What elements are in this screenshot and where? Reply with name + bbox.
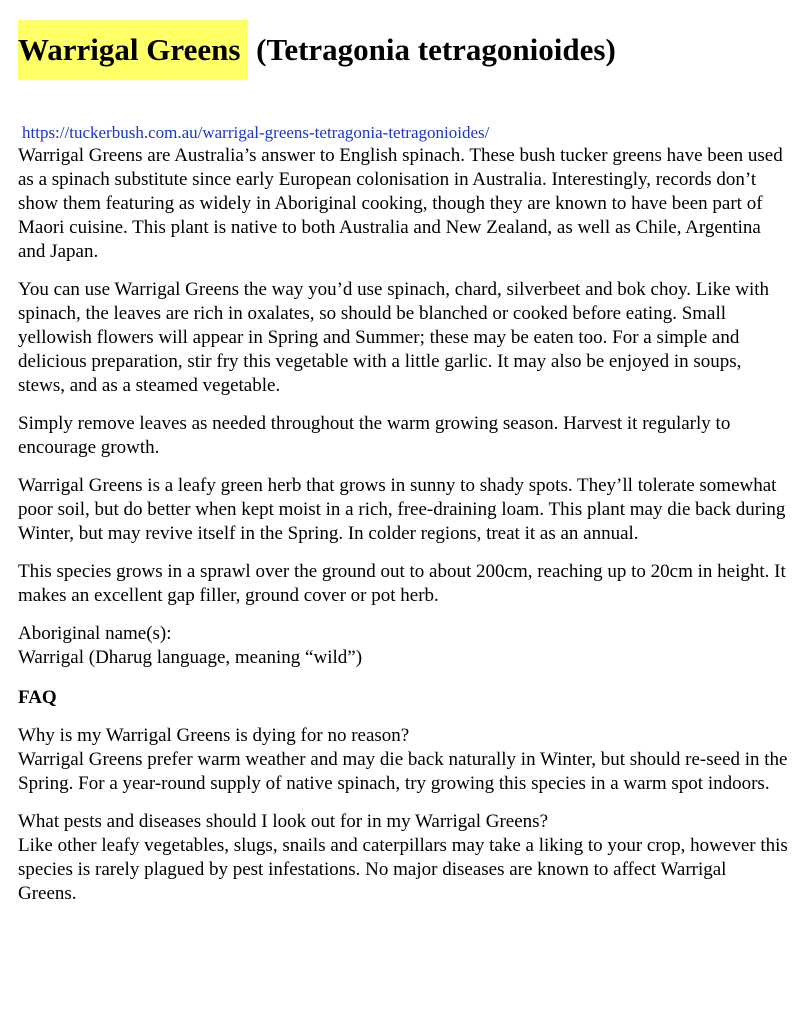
paragraph-usage: You can use Warrigal Greens the way you’d use spinach, chard, silverbeet and bok choy. Like with spinach, the leaves are rich in oxalates, so should be blanched or cooked before eating. Small yellowish flowers will appear in Spring and Summer; these may be eaten too. For a simple and delicious preparation, stir fry this vegetable with a little garlic. It may also be enjoyed in soups, stews, and as a steamed vegetable.	[18, 279, 770, 396]
paragraph-intro: Warrigal Greens are Australia’s answer to English spinach. These bush tucker greens have been used as a spinach substitute since early European colonisation in Australia. Interestingly, records don’t show them featuring as widely in Aboriginal cooking, though they are known to have been part of Maori cuisine. This plant is native to both Australia and New Zealand, as well as Chile, Argentina and Japan.	[18, 145, 783, 262]
paragraph-harvest: Simply remove leaves as needed throughout the warm growing season. Harvest it regularly to encourage growth.	[18, 413, 731, 458]
title-highlight: Warrigal Greens	[18, 20, 248, 80]
title-rest: (Tetragonia tetragonioides)	[248, 32, 616, 67]
paragraph-growing: Warrigal Greens is a leafy green herb that grows in sunny to shady spots. They’ll tolerate somewhat poor soil, but do better when kept moist in a rich, free-draining loam. This plant may die back during Winter, but may revive itself in the Spring. In colder regions, treat it as an annual.	[18, 475, 786, 544]
faq-answer: Like other leafy vegetables, slugs, snails and caterpillars may take a liking to your crop, however this species is rarely plagued by pest infestations. No major diseases are known to affect Warrigal Greens.	[18, 835, 788, 904]
source-link[interactable]: https://tuckerbush.com.au/warrigal-greens-tetragonia-tetragonioides/	[22, 123, 490, 142]
aboriginal-names	[18, 622, 788, 670]
faq-question: Why is my Warrigal Greens is dying for no reason?	[18, 725, 410, 746]
faq-question: What pests and diseases should I look out for in my Warrigal Greens?	[18, 811, 548, 832]
faq-heading: FAQ	[18, 687, 57, 708]
page-title	[18, 20, 788, 80]
faq-item	[18, 810, 788, 906]
document	[18, 20, 788, 906]
aboriginal-value: Warrigal (Dharug language, meaning “wild”)	[18, 647, 363, 668]
faq-item	[18, 724, 788, 796]
paragraph-size: This species grows in a sprawl over the ground out to about 200cm, reaching up to 20cm in height. It makes an excellent gap filler, ground cover or pot herb.	[18, 561, 786, 606]
aboriginal-label: Aboriginal name(s):	[18, 623, 172, 644]
faq-answer: Warrigal Greens prefer warm weather and may die back naturally in Winter, but should re-seed in the Spring. For a year-round supply of native spinach, try growing this species in a warm spot indoors.	[18, 749, 788, 794]
